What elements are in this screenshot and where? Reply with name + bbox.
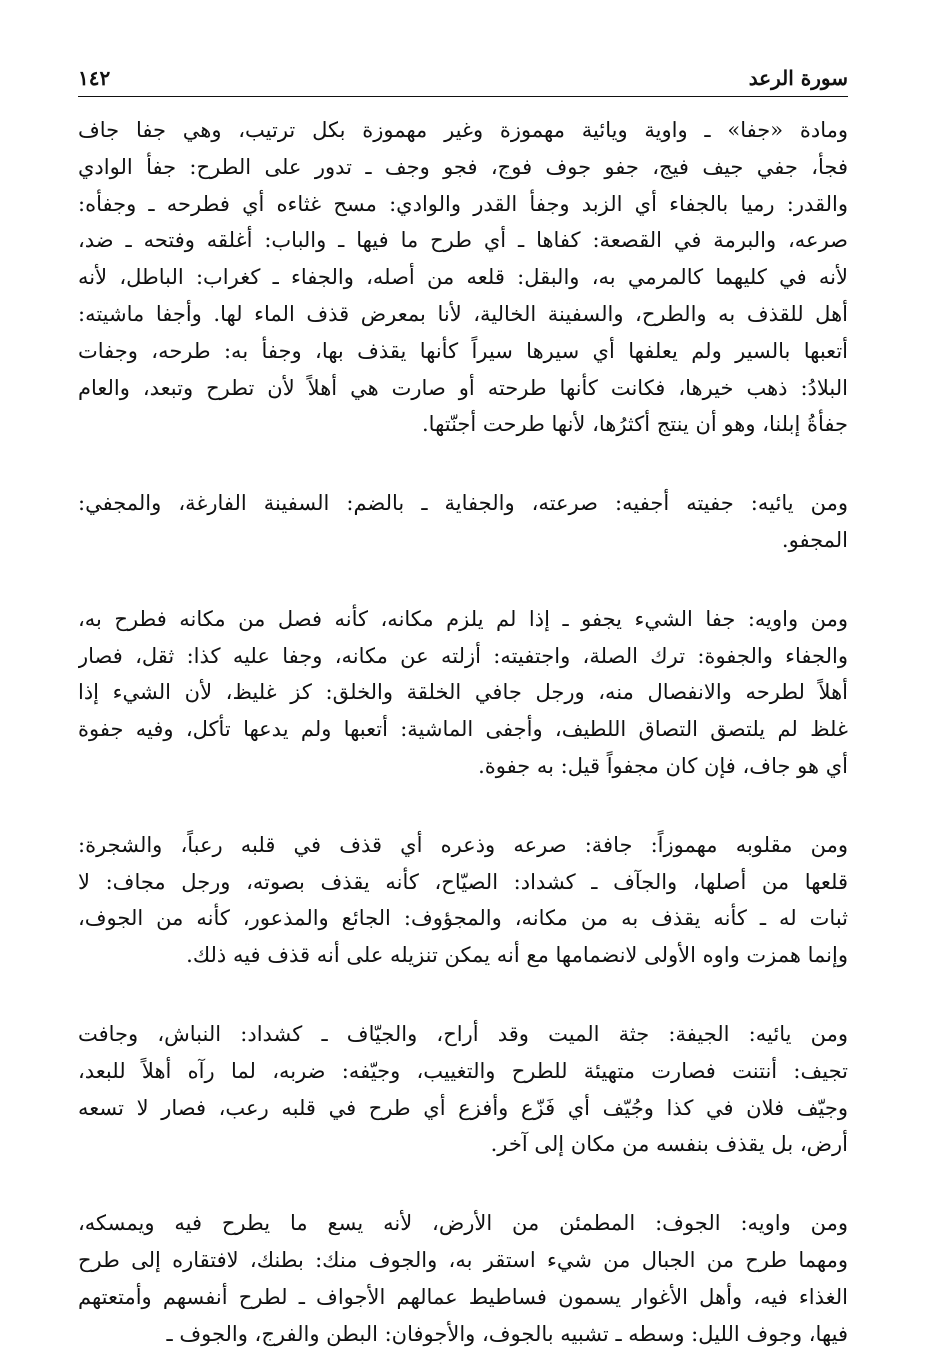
paragraph xyxy=(78,112,848,443)
text-line: ومادة «جفا» ـ واوية ويائية مهموزة وغير مهموزة بكل ترتيب، وهي جفا جاف xyxy=(78,118,848,142)
text-line: ومن يائيه: جفيته أجفيه: صرعته، والجفاية ـ بالضم: السفينة الفارغة، والمجفي: xyxy=(78,491,848,516)
page-header xyxy=(78,58,848,97)
text-line: فجأ، جفي جيف فيج، جفو جوف فوج، فجو وجف ـ تدور على الطرح: جفأ الوادي xyxy=(78,154,848,179)
text-line: والجفاء والجفوة: ترك الصلة، واجتفيته: أزلته عن مكانه، وجفا عليه كذا: ثقل، فصار xyxy=(78,643,848,668)
text-line: غلظ لم يلتصق التصاق اللطيف، وأجفى الماشية: أتعبها ولم يدعها تأكل، وفيه جفوة xyxy=(78,717,848,742)
paragraph-gap xyxy=(78,785,848,827)
text-line: فيها، وجوف الليل: وسطه ـ تشبيه بالجوف، والأجوفان: البطن والفرج، والجوف ـ xyxy=(166,1321,848,1346)
text-line: وإنما همزت واوه الأولى لانضمامها مع أنه يمكن تنزيله على أنه قذف فيه ذلك. xyxy=(186,943,848,968)
paragraph-gap xyxy=(78,974,848,1016)
text-line: جفأةُ إبلنا، وهو أن ينتج أكثرُها، لأنها طرحت أجنّتها. xyxy=(422,412,848,437)
text-line: أهلاً لطرحه والانفصال منه، ورجل جافي الخلقة والخلق: كز غليظ، لأن الشيء إذا xyxy=(78,680,848,705)
paragraph xyxy=(78,1016,848,1163)
text-line: ومن واويه: جفا الشيء يجفو ـ إذا لم يلزم مكانه، كأنه فصل من مكانه فطرح به، xyxy=(78,606,848,631)
page-body xyxy=(78,112,848,1352)
text-line: والقدر: رميا بالجفاء أي الزبد وجفأ القدر والوادي: مسح غثاءه أي فطرحه ـ وجفأه: xyxy=(78,191,848,216)
text-line: ومن واويه: الجوف: المطمئن من الأرض، لأنه يسع ما يطرح فيه ويمسكه، xyxy=(78,1211,848,1236)
text-line: أتعبها بالسير ولم يعلفها أي سيرها سيراً كأنها يقذف بها، وجفأ به: طرحه، وجفات xyxy=(78,338,848,363)
text-line: البلادُ: ذهب خيرها، فكانت كأنها طرحته أو صارت هي أهلاً لأن تطرح وتبعد، والعام xyxy=(78,375,848,400)
text-line: ومهما طرح من الجبال من شيء استقر به، والجوف منك: بطنك، لافتقاره إلى طرح xyxy=(78,1247,848,1272)
text-line: الغذاء فيه، وأهل الأغوار يسمون فساطيط عمالهم الأجواف ـ لطرح أنفسهم وأمتعتهم xyxy=(78,1284,848,1309)
paragraph-gap xyxy=(78,559,848,601)
paragraph xyxy=(78,485,848,559)
paragraph xyxy=(78,601,848,785)
paragraph-gap xyxy=(78,443,848,485)
text-line: أي هو جاف، فإن كان مجفواً قيل: به جفوة. xyxy=(478,753,848,778)
text-line: أهل للقذف به والطرح، والسفينة الخالية، لأنا بمعرض قذف الماء لها. وأجفا ماشيته: xyxy=(78,301,848,326)
text-line: تجيف: أنتنت فصارت متهيئة للطرح والتغييب، وجيّفه: ضربه، لما رآه أهلاً للبعد، xyxy=(78,1058,848,1083)
text-line: صرعه، والبرمة في القصعة: كفاها ـ أي طرح ما فيها ـ والباب: أغلقه وفتحه ـ ضد، xyxy=(78,228,848,253)
text-line: ومن يائيه: الجيفة: جثة الميت وقد أراح، والجيّاف ـ كشداد: النباش، وجافت xyxy=(78,1021,848,1046)
page-number: ١٤٢ xyxy=(78,66,111,90)
running-title: سورة الرعد xyxy=(748,66,848,90)
text-line: وجيّف فلان في كذا وجُيّف أي فَزّع وأفزع أي طرح في قلبه رعب، فصار لا تسعه xyxy=(78,1095,848,1120)
text-line: قلعها من أصلها، والجآف ـ كشداد: الصيّاح، كأنه يقذف بصوته، ورجل مجاف: لا xyxy=(78,869,848,894)
paragraph xyxy=(78,1205,848,1352)
text-line: ومن مقلوبه مهموزاً: جافة: صرعه وذعره أي قذف في قلبه رعباً، والشجرة: xyxy=(78,832,848,857)
paragraph-gap xyxy=(78,1163,848,1205)
paragraph xyxy=(78,827,848,974)
text-line: المجفو. xyxy=(781,527,848,552)
text-line: لأنه في كليهما كالمرمي به، والبقل: قلعه من أصله، والجفاء ـ كغراب: الباطل، لأنه xyxy=(78,265,848,290)
text-line: ثبات له ـ كأنه يقذف به من مكانه، والمجؤوف: الجائع والمذعور، كأنه من الجوف، xyxy=(78,906,848,931)
text-line: أرض، بل يقذف بنفسه من مكان إلى آخر. xyxy=(490,1132,848,1157)
